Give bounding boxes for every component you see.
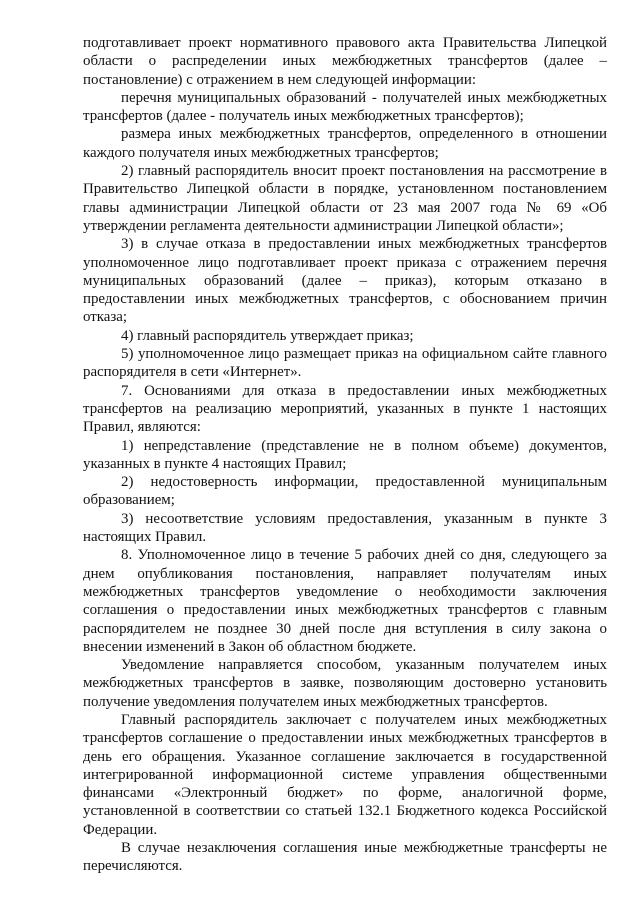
paragraph: В случае незаключения соглашения иные межбюджетные трансферты не перечисляются. [83,840,607,875]
paragraph: 2) главный распорядитель вносит проект постановления на рассмотрение в Правительство Липецкой области в порядке, установленном постановлением главы администрации Липецкой области от 23 мая 2007 года № 69 «Об утверждении регламента деятельности администрации Липецкой области»; [83,163,607,234]
paragraph: 3) несоответствие условиям предоставления, указанным в пункте 3 настоящих Правил. [83,510,607,546]
paragraph: подготавливает проект нормативного правового акта Правительства Липецкой области о распределении иных межбюджетных трансфертов (далее – постановление) с отражением в нем следующей информации: [83,35,607,88]
paragraph: 7. Основаниями для отказа в предоставлении иных межбюджетных трансфертов на реализацию мероприятий, указанных в пункте 1 настоящих Правил, являются: [83,382,607,436]
paragraph: размера иных межбюджетных трансфертов, определенного в отношении каждого получателя иных межбюджетных трансфертов; [83,126,607,161]
paragraph: 1) непредставление (представление не в полном объеме) документов, указанных в пункте 4 настоящих Правил; [83,437,607,472]
paragraph: 5) уполномоченное лицо размещает приказ на официальном сайте главного распорядителя в сети «Интернет». [83,346,607,381]
paragraph: 8. Уполномоченное лицо в течение 5 рабочих дней со дня, следующего за днем опубликования постановления, направляет получателям иных межбюджетных трансфертов уведомление о необходимости заключения соглашения о предоставлении иных межбюджетных трансфертов с главным распорядителем не позднее 30 дней после дня вступления в силу закона о внесении изменений в Закон об областном бюджете. [83,547,607,655]
paragraph: Уведомление направляется способом, указанным получателем иных межбюджетных трансфертов в заявке, позволяющим достоверно установить получение уведомления получателем иных межбюджетных трансфертов. [83,657,607,710]
paragraph: 2) недостоверность информации, предоставленной муниципальным образованием; [83,474,607,509]
paragraph: 4) главный распорядитель утверждает приказ; [121,327,414,344]
document-body [83,34,607,876]
paragraph: Главный распорядитель заключает с получателем иных межбюджетных трансфертов соглашение о предоставлении иных межбюджетных трансфертов в день его обращения. Указанное соглашение заключается в государственной интегрированной информационной системе управления общественными финансами «Электронный бюджет» по форме, аналогичной форме, установленной в соответствии со статьей 132.1 Бюджетного кодекса Российской Федерации. [83,711,607,838]
paragraph: перечня муниципальных образований - получателей иных межбюджетных трансфертов (далее - получатель иных межбюджетных трансфертов); [83,89,607,125]
paragraph: 3) в случае отказа в предоставлении иных межбюджетных трансфертов уполномоченное лицо подготавливает проект приказа с отражением перечня муниципальных образований (далее – приказ), которым отказано в предоставлении иных межбюджетных трансфертов, с обоснованием причин отказа; [83,236,607,326]
